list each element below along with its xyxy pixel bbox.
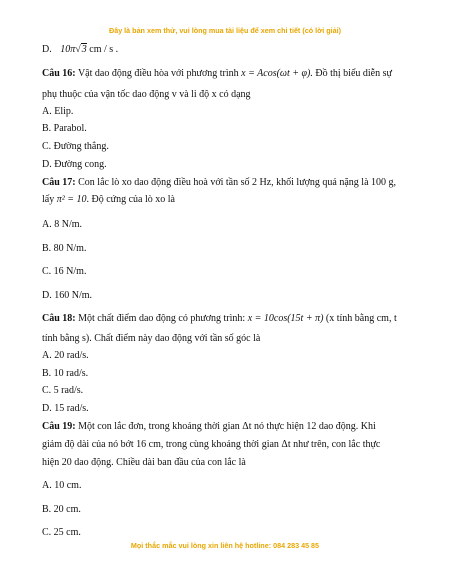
question-19-line-2: giảm độ dài của nó bớt 16 cm, trong cùng khoảng thời gian Δt như trên, con lắc thực: [42, 439, 381, 450]
equation: x = 10cos(15t + π): [247, 313, 324, 324]
answer-option: C. 16 N/m.: [42, 266, 87, 277]
answer-option: C. 5 rad/s.: [42, 385, 84, 396]
question-text-cont: Đồ thị biểu diễn sự: [315, 68, 392, 79]
answer-option: D. 160 N/m.: [42, 290, 92, 301]
question-text: Vật dao động điều hòa với phương trình: [77, 68, 239, 79]
answer-option: D. Đường cong.: [42, 159, 107, 170]
question-number: Câu 18:: [42, 313, 76, 324]
question-17-line-1: [42, 177, 396, 189]
option-unit: cm / s .: [89, 44, 119, 55]
option-value: 10π√3: [60, 44, 87, 55]
answer-option: B. 20 cm.: [42, 504, 81, 515]
question-text-cont: . Độ cứng của lò xo là: [86, 194, 175, 205]
equation: π² = 10: [56, 194, 87, 205]
option-label: D.: [42, 44, 52, 55]
answer-option: A. 10 cm.: [42, 480, 82, 491]
answer-option: D. 15 rad/s.: [42, 403, 89, 414]
answer-option: A. 8 N/m.: [42, 219, 82, 230]
question-text: Con lắc lò xo dao động điều hoà với tần số 2 Hz, khối lượng quả nặng là 100 g,: [78, 177, 397, 188]
question-18-line-1: [42, 313, 397, 325]
question-text: Một con lắc đơn, trong khoảng thời gian Δt nó thực hiện 12 dao động. Khi: [78, 421, 376, 432]
answer-option: A. Elip.: [42, 106, 74, 117]
previous-answer-option-d: [42, 44, 118, 56]
answer-option: B. 10 rad/s.: [42, 368, 89, 379]
question-16-line-1: [42, 68, 392, 80]
question-number: Câu 16:: [42, 68, 76, 79]
question-17-line-2: [42, 194, 175, 206]
question-text-cont: (x tính bằng cm, t: [325, 313, 397, 324]
hotline-footer: Mọi thắc mắc vui lòng xin liên hệ hotline: 084 283 45 85: [130, 541, 320, 550]
answer-option: B. 80 N/m.: [42, 243, 87, 254]
question-19-line-3: hiện 20 dao động. Chiều dài ban đầu của con lắc là: [42, 457, 246, 468]
preview-notice-banner: Đây là bản xem thử, vui lòng mua tài liệu để xem chi tiết (có lời giải): [109, 26, 341, 35]
question-18-line-2: tính bằng s). Chất điểm này dao động với tần số góc là: [42, 333, 261, 344]
equation: x = Acos(ωt + φ).: [241, 68, 313, 79]
answer-option: A. 20 rad/s.: [42, 350, 89, 361]
question-16-line-2: phụ thuộc của vận tốc dao động v và li độ x có dạng: [42, 89, 251, 100]
question-number: Câu 19:: [42, 421, 76, 432]
question-text: Một chất điểm dao động có phương trình:: [78, 313, 246, 324]
question-number: Câu 17:: [42, 177, 76, 188]
question-19-line-1: [42, 421, 376, 433]
question-text: lấy: [42, 194, 55, 205]
answer-option: C. 25 cm.: [42, 527, 81, 538]
answer-option: B. Parabol.: [42, 123, 87, 134]
answer-option: C. Đường thẳng.: [42, 141, 109, 152]
